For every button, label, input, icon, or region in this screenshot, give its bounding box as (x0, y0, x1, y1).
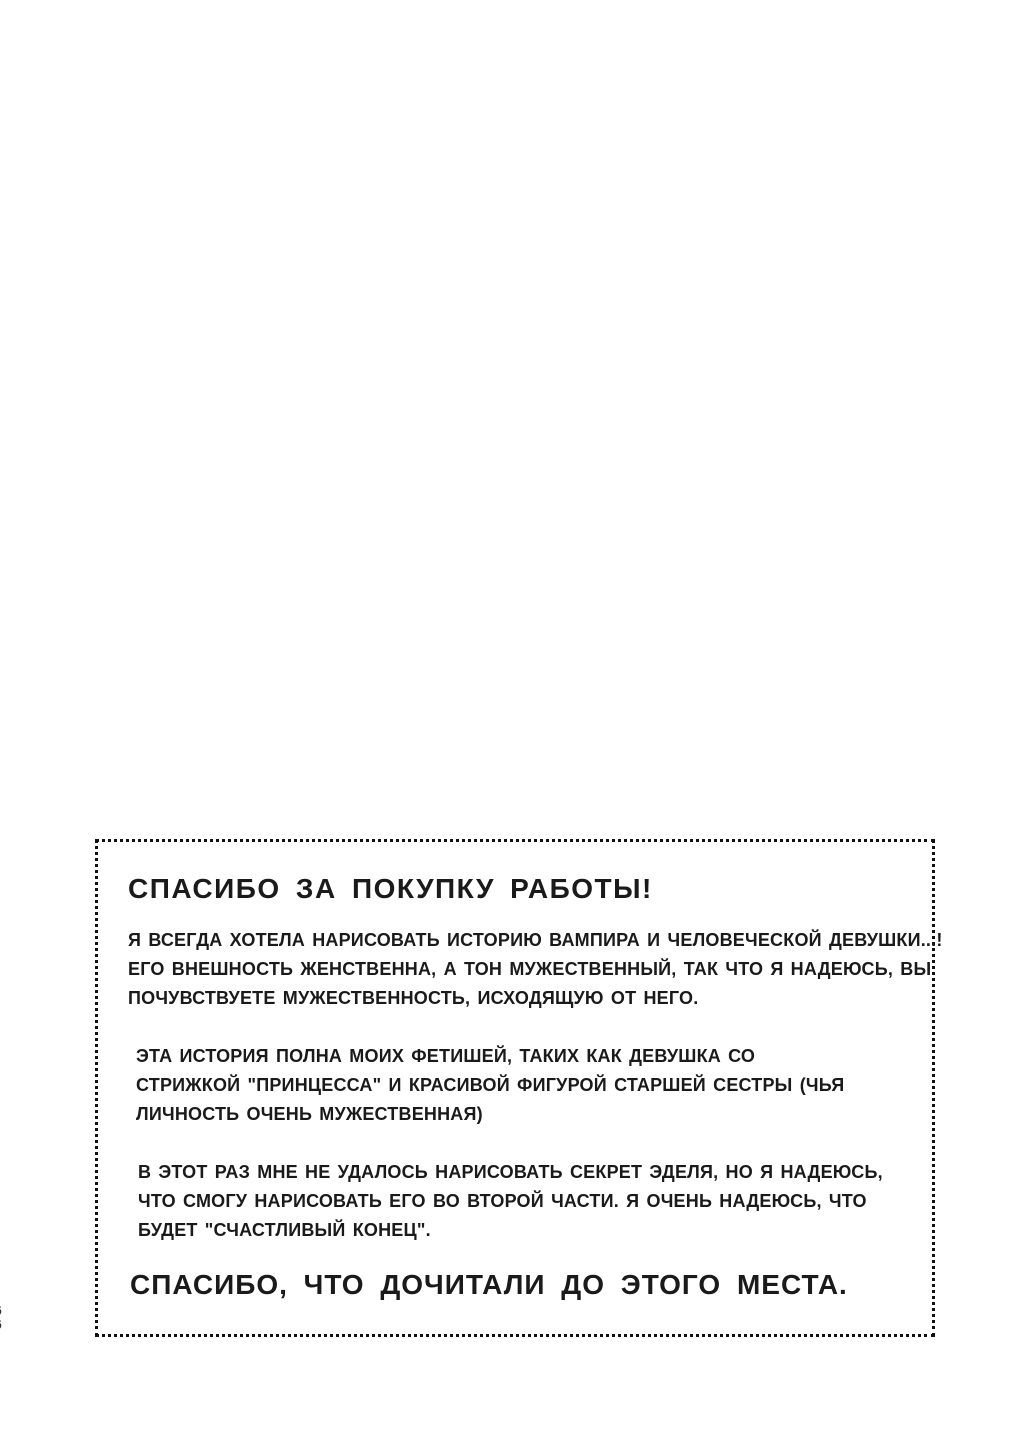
paragraph-line: ЧТО СМОГУ НАРИСОВАТЬ ЕГО ВО ВТОРОЙ ЧАСТИ. Я ОЧЕНЬ НАДЕЮСЬ, ЧТО (138, 1191, 867, 1211)
afterword-dotted-box (95, 839, 943, 1337)
page-number (0, 1303, 2, 1331)
page-number-digit (0, 1317, 2, 1331)
paragraph-line: ЛИЧНОСТЬ ОЧЕНЬ МУЖЕСТВЕННАЯ) (136, 1104, 483, 1124)
afterword-title: СПАСИБО ЗА ПОКУПКУ РАБОТЫ! (128, 873, 653, 904)
paragraph-line: ПОЧУВСТВУЕТЕ МУЖЕСТВЕННОСТЬ, ИСХОДЯЩУЮ ОТ НЕГО. (128, 988, 699, 1008)
paragraph-line: Я ВСЕГДА ХОТЕЛА НАРИСОВАТЬ ИСТОРИЮ ВАМПИРА И ЧЕЛОВЕЧЕСКОЙ ДЕВУШКИ...! (128, 930, 943, 950)
paragraph-line: ЭТА ИСТОРИЯ ПОЛНА МОИХ ФЕТИШЕЙ, ТАКИХ КАК ДЕВУШКА СО (136, 1046, 756, 1066)
paragraph-line: В ЭТОТ РАЗ МНЕ НЕ УДАЛОСЬ НАРИСОВАТЬ СЕКРЕТ ЭДЕЛЯ, НО Я НАДЕЮСЬ, (138, 1162, 883, 1182)
page-number-digit (0, 1303, 2, 1317)
paragraph-line: БУДЕТ "СЧАСТЛИВЫЙ КОНЕЦ". (138, 1220, 431, 1240)
afterword-paragraph-3 (138, 1158, 883, 1245)
afterword-closing: СПАСИБО, ЧТО ДОЧИТАЛИ ДО ЭТОГО МЕСТА. (130, 1269, 848, 1300)
afterword-paragraph-2 (136, 1042, 844, 1129)
paragraph-line: СТРИЖКОЙ "ПРИНЦЕССА" И КРАСИВОЙ ФИГУРОЙ СТАРШЕЙ СЕСТРЫ (ЧЬЯ (136, 1075, 845, 1095)
afterword-paragraph-1 (128, 926, 943, 1013)
paragraph-line: ЕГО ВНЕШНОСТЬ ЖЕНСТВЕННА, А ТОН МУЖЕСТВЕННЫЙ, ТАК ЧТО Я НАДЕЮСЬ, ВЫ (128, 959, 932, 979)
